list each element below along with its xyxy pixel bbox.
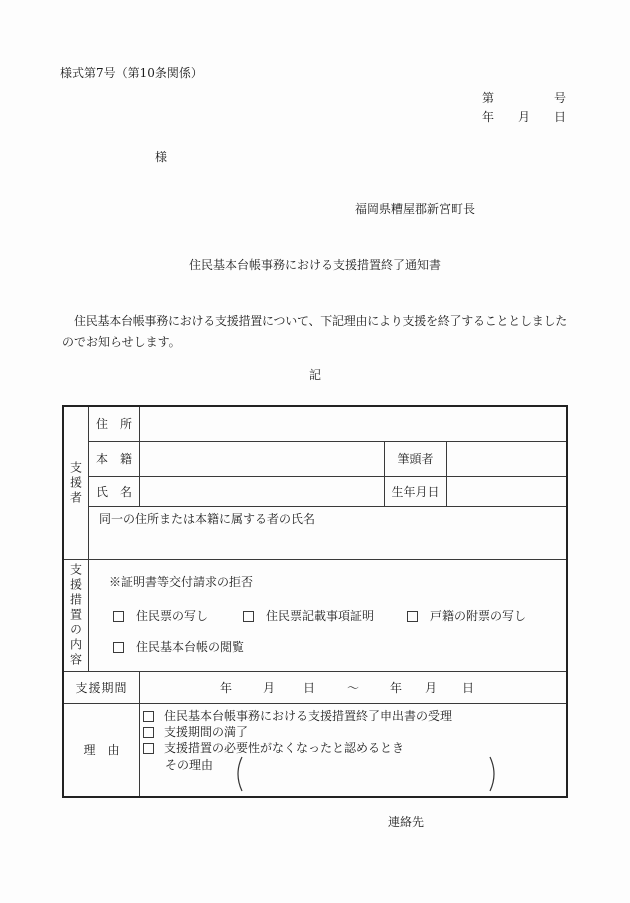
reason-item-3: 支援措置の必要性がなくなったと認めるとき bbox=[164, 741, 405, 755]
issuer-name: 福岡県糟屋郡新宮町長 bbox=[355, 202, 476, 216]
notification-table bbox=[62, 405, 568, 798]
head-of-family-value-cell[interactable] bbox=[447, 442, 566, 477]
period-label-cell bbox=[64, 672, 140, 704]
doc-no-prefix: 第 bbox=[482, 91, 495, 105]
form-number: 様式第7号（第10条関係） bbox=[60, 66, 203, 80]
contact-label: 連絡先 bbox=[388, 815, 425, 829]
measure-option-koseki-fuhyo-copy bbox=[407, 609, 526, 623]
period-label: 支援期間 bbox=[75, 680, 128, 695]
checkbox-reason-no-longer-needed-icon[interactable] bbox=[143, 743, 154, 754]
addressee-honorific: 様 bbox=[155, 150, 168, 164]
body-paragraph bbox=[62, 314, 570, 349]
name-label: 氏 名 bbox=[95, 484, 132, 499]
reason-sub-label: その理由 bbox=[165, 758, 214, 772]
document-date-line bbox=[482, 110, 566, 124]
checkbox-reason-expiry-icon[interactable] bbox=[143, 727, 154, 738]
measures-group-cell bbox=[64, 560, 89, 672]
measure-label-koseki-fuhyo-copy: 戸籍の附票の写し bbox=[430, 609, 527, 623]
document-title: 住民基本台帳事務における支援措置終了通知書 bbox=[188, 258, 441, 272]
checkbox-register-inspection-icon[interactable] bbox=[113, 642, 124, 653]
period-from-month-label: 月 bbox=[263, 681, 276, 695]
period-from-year-label: 年 bbox=[220, 681, 233, 695]
same-household-label: 同一の住所または本籍に属する者の氏名 bbox=[99, 512, 316, 526]
head-of-family-label-cell bbox=[385, 442, 447, 477]
reason-option-3 bbox=[143, 741, 404, 755]
measure-option-register-inspection bbox=[113, 640, 244, 654]
reason-label: 理 由 bbox=[83, 743, 120, 757]
reason-option-2 bbox=[143, 725, 248, 739]
measure-option-resident-copy bbox=[113, 609, 208, 623]
period-to-month-label: 月 bbox=[425, 681, 438, 695]
name-label-cell bbox=[89, 477, 140, 507]
checkbox-resident-copy-icon[interactable] bbox=[113, 611, 124, 622]
measure-label-resident-cert: 住民票記載事項証明 bbox=[266, 609, 375, 623]
measure-label-register-inspection: 住民基本台帳の閲覧 bbox=[136, 640, 245, 654]
measure-option-resident-cert bbox=[243, 609, 374, 623]
checkbox-reason-application-icon[interactable] bbox=[143, 711, 154, 722]
period-from-day-label: 日 bbox=[303, 681, 316, 695]
document-number-line bbox=[482, 91, 566, 105]
name-value-cell[interactable] bbox=[140, 477, 385, 507]
period-tilde: ～ bbox=[347, 681, 360, 695]
measures-content-cell bbox=[89, 560, 566, 672]
birthdate-label-cell bbox=[385, 477, 447, 507]
reason-option-1 bbox=[143, 709, 452, 723]
domicile-label-cell bbox=[89, 442, 140, 477]
reason-label-cell bbox=[64, 704, 140, 796]
checkbox-resident-cert-icon[interactable] bbox=[243, 611, 254, 622]
reason-detail-field[interactable] bbox=[244, 756, 488, 792]
supporter-group-cell bbox=[64, 407, 89, 560]
record-mark: 記 bbox=[308, 368, 321, 382]
period-value-cell[interactable] bbox=[140, 672, 566, 704]
birthdate-label: 生年月日 bbox=[391, 484, 440, 499]
left-paren-icon bbox=[232, 756, 244, 792]
reason-content-cell bbox=[140, 704, 566, 796]
domicile-label: 本 籍 bbox=[95, 452, 132, 466]
date-year-label: 年 bbox=[482, 110, 495, 124]
address-value-cell[interactable] bbox=[140, 407, 566, 442]
head-of-family-label: 筆頭者 bbox=[397, 452, 434, 466]
reason-item-1: 住民基本台帳事務における支援措置終了申出書の受理 bbox=[164, 709, 453, 723]
body-line-2: のでお知らせします。 bbox=[62, 335, 181, 349]
date-day-label: 日 bbox=[553, 110, 566, 124]
supporter-group-label: 支援者 bbox=[68, 460, 83, 506]
checkbox-koseki-fuhyo-copy-icon[interactable] bbox=[407, 611, 418, 622]
address-label-cell bbox=[89, 407, 140, 442]
domicile-value-cell[interactable] bbox=[140, 442, 385, 477]
measure-label-resident-copy: 住民票の写し bbox=[136, 609, 209, 623]
date-month-label: 月 bbox=[517, 110, 530, 124]
period-to-day-label: 日 bbox=[462, 681, 475, 695]
birthdate-value-cell[interactable] bbox=[447, 477, 566, 507]
certificate-refusal-note: ※証明書等交付請求の拒否 bbox=[109, 575, 254, 589]
address-label: 住 所 bbox=[95, 417, 132, 431]
same-household-cell[interactable] bbox=[89, 507, 566, 560]
right-paren-icon bbox=[488, 756, 500, 792]
period-to-year-label: 年 bbox=[390, 681, 403, 695]
reason-item-2: 支援期間の満了 bbox=[164, 725, 249, 739]
body-line-1: 住民基本台帳事務における支援措置について、下記理由により支援を終了することとしました bbox=[74, 314, 568, 328]
measures-group-label: 支援措置の内容 bbox=[68, 563, 83, 668]
doc-no-suffix: 号 bbox=[553, 91, 566, 105]
